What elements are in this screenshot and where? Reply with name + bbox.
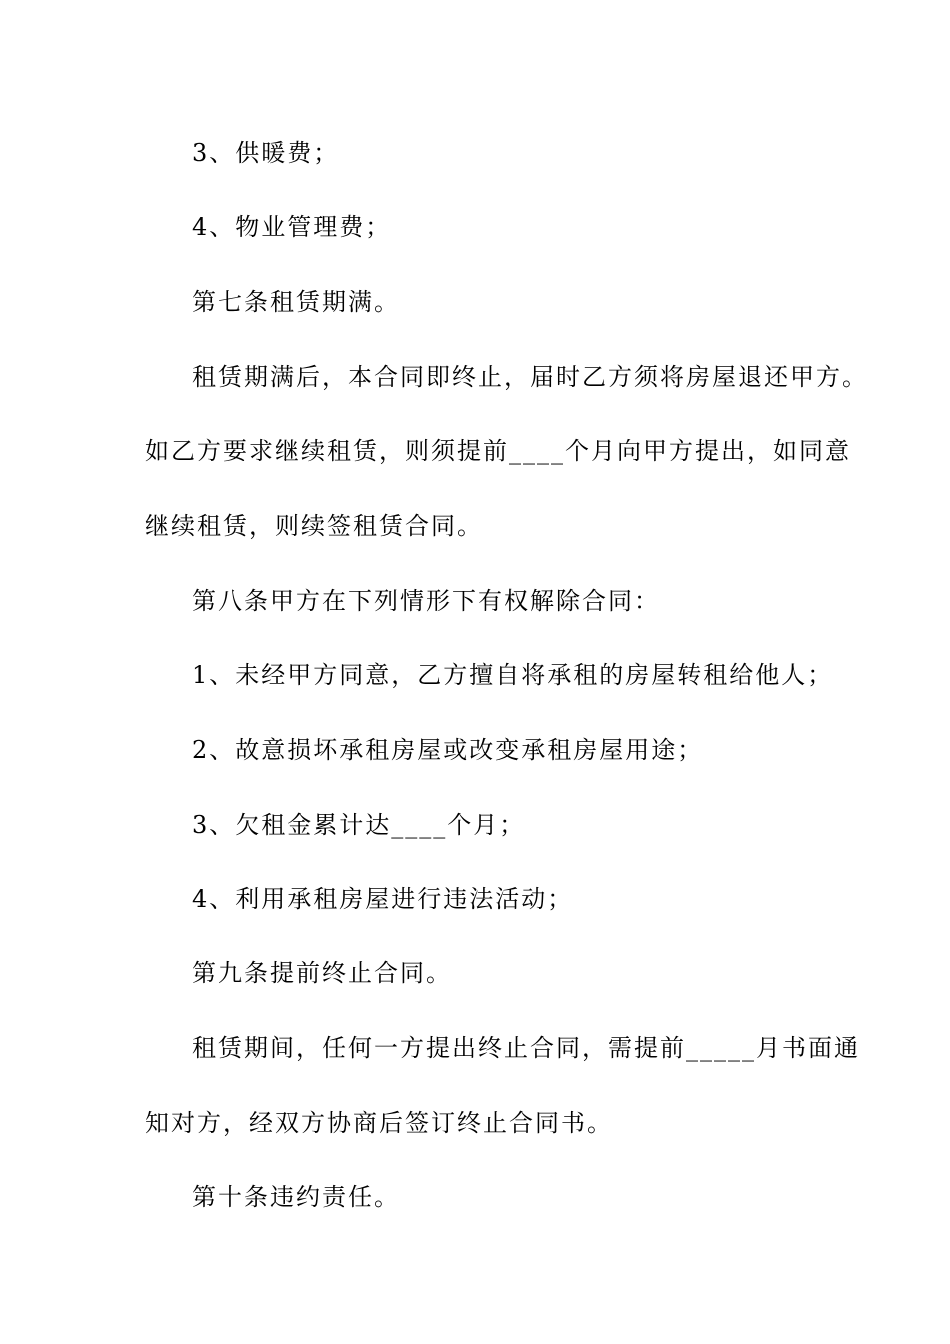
article-9-heading: 第九条提前终止合同。 <box>192 959 452 987</box>
article-10-heading: 第十条违约责任。 <box>192 1183 400 1211</box>
article-9-paragraph-line-2: 知对方，经双方协商后签订终止合同书。 <box>145 1109 613 1137</box>
article-8-heading: 第八条甲方在下列情形下有权解除合同： <box>192 587 660 615</box>
article-8-item-1: 1、未经甲方同意，乙方擅自将承租的房屋转租给他人； <box>192 661 834 689</box>
article-7-paragraph-line-3: 继续租赁，则续签租赁合同。 <box>145 512 483 540</box>
item-heating-fee: 3、供暖费； <box>192 139 340 167</box>
article-8-item-3: 3、欠租金累计达____个月； <box>192 811 526 839</box>
article-9-paragraph-line-1: 租赁期间，任何一方提出终止合同，需提前_____月书面通 <box>192 1034 860 1062</box>
article-7-heading: 第七条租赁期满。 <box>192 288 400 316</box>
article-8-item-2: 2、故意损坏承租房屋或改变承租房屋用途； <box>192 736 704 764</box>
item-property-management-fee: 4、物业管理费； <box>192 213 392 241</box>
article-7-paragraph-line-2: 如乙方要求继续租赁，则须提前____个月向甲方提出，如同意 <box>145 437 851 465</box>
article-8-item-4: 4、利用承租房屋进行违法活动； <box>192 885 574 913</box>
article-7-paragraph-line-1: 租赁期满后，本合同即终止，届时乙方须将房屋退还甲方。 <box>192 363 868 391</box>
